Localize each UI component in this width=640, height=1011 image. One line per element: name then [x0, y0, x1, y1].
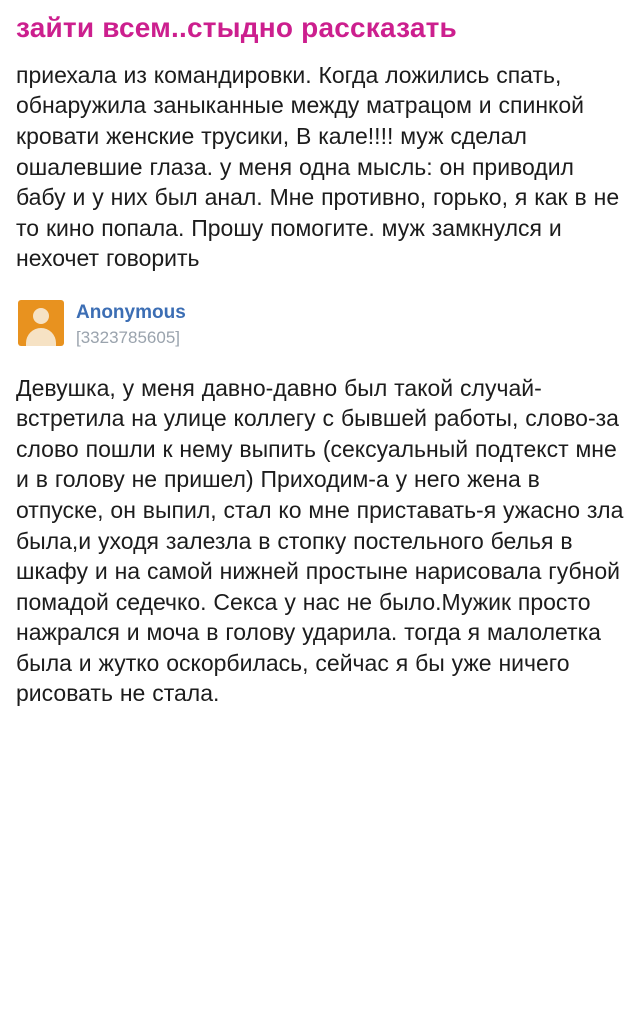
comment-meta [76, 300, 186, 350]
comment-header [18, 300, 626, 350]
user-avatar-icon [18, 300, 64, 346]
comment-author[interactable]: Anonymous [76, 301, 186, 323]
comment-id[interactable]: [3323785605] [76, 327, 180, 347]
comment-body-text: Девушка, у меня давно-давно был такой случай-встретила на улице коллегу с бывшей работы, слово-за слово пошли к нему выпить (сексуальный подтекст мне и в голову не пришел) Приходим-а у него жена в отпуске, он выпил, стал ко мне приставать-я ужасно зла была,и уходя залезла в стопку постельного белья в шкафу и на самой нижней простыне нарисовала губной помадой седечко. Секса у нас не было.Мужик просто нажрался и моча в голову ударила. тогда я малолетка была и жутко оскорбилась, сейчас я бы уже ничего рисовать не стала. [16, 374, 624, 707]
avatar-body-shape [26, 328, 56, 346]
avatar-head-shape [33, 308, 49, 324]
page-title: зайти всем..стыдно рассказать [16, 12, 457, 43]
post-body-text: приехала из командировки. Когда ложились спать, обнаружила заныканные между матрацом и спинкой кровати женские трусики, В кале!!!! муж сделал ошалевшие глаза. у меня одна мысль: он приводил бабу и у них был анал. Мне противно, горько, я как в не то кино попала. Прошу помогите. муж замкнулся и нехочет говорить [16, 61, 620, 272]
